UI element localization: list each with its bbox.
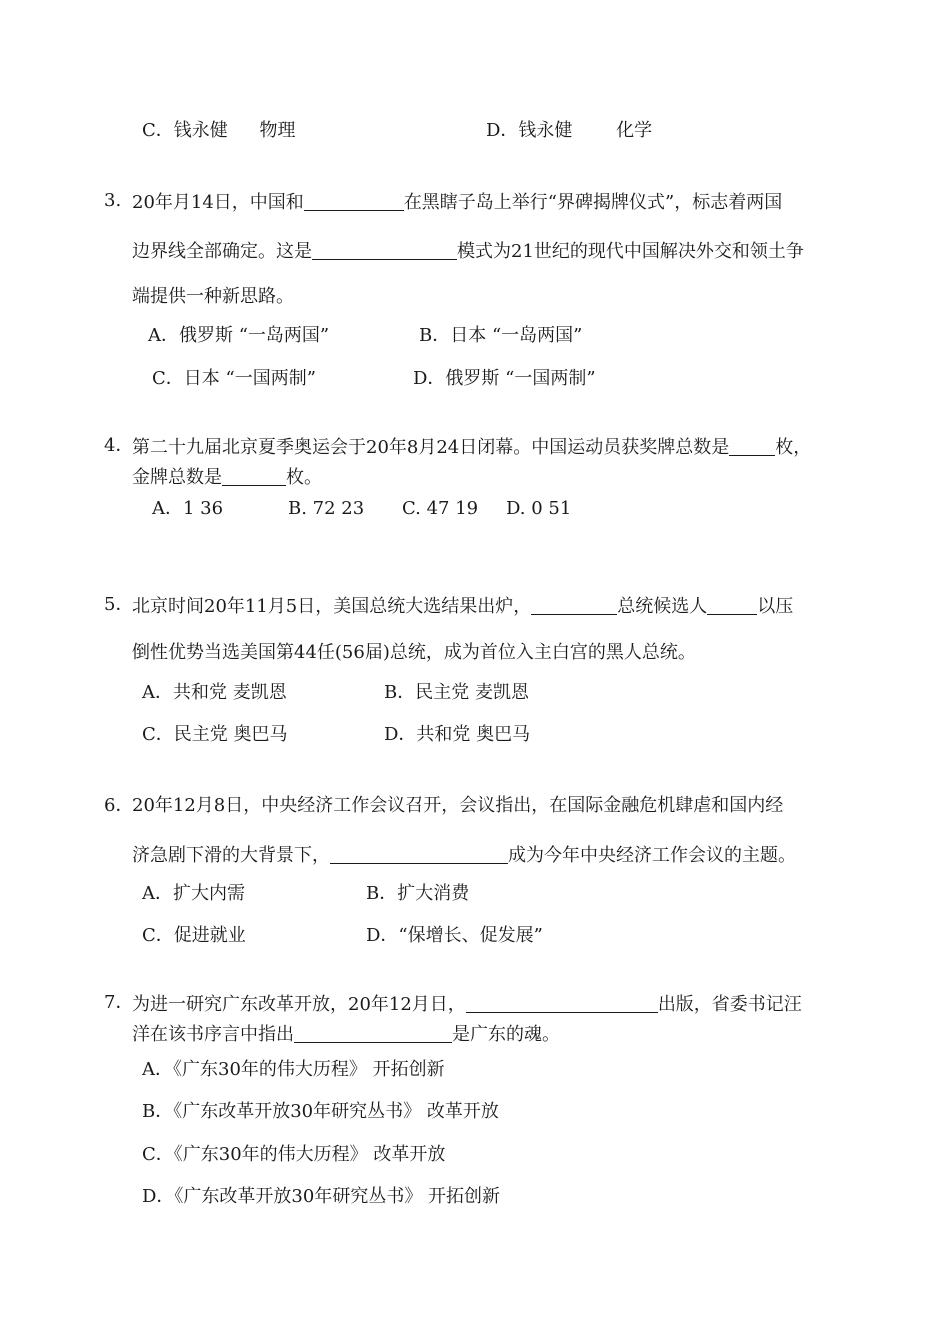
question-3-option-a: A．俄罗斯 “一岛两国” xyxy=(148,325,330,346)
question-6-option-a: A．扩大内需 xyxy=(142,883,245,904)
question-3-line-2 xyxy=(132,241,804,261)
question-5-text: 北京时间20年11月5日，美国总统大选结果出炉， xyxy=(132,596,532,617)
question-7-line-2 xyxy=(132,1024,560,1044)
question-7-number: 7． xyxy=(104,992,134,1013)
q2-option-d xyxy=(486,122,652,140)
question-5-option-b: B．民主党 麦凯恩 xyxy=(384,682,529,703)
q2-option-c xyxy=(142,122,296,140)
question-3-option-b: B．日本 “一岛两国” xyxy=(419,325,583,346)
question-7-option-a: A．《广东30年的伟大历程》 开拓创新 xyxy=(142,1059,445,1080)
q2-option-d-label: D．钱永健 xyxy=(486,120,573,141)
question-4-line-1 xyxy=(132,437,811,457)
question-4-text: 金牌总数是 xyxy=(132,467,222,488)
question-7-option-c: C．《广东30年的伟大历程》 改革开放 xyxy=(142,1144,446,1165)
question-3-number: 3. xyxy=(104,190,122,211)
question-7-text: 是广东的魂。 xyxy=(452,1024,560,1045)
question-4-text: 第二十九届北京夏季奥运会于20年8月24日闭幕。中国运动员获奖牌总数是 xyxy=(132,437,730,458)
question-3-line-1 xyxy=(132,192,782,212)
question-7-option-d: D．《广东改革开放30年研究丛书》 开拓创新 xyxy=(142,1186,501,1207)
question-5-option-c: C．民主党 奥巴马 xyxy=(142,724,288,745)
question-7-line-1 xyxy=(132,994,802,1014)
question-4-option-d: D. 0 51 xyxy=(506,498,572,519)
question-5-option-a: A．共和党 麦凯恩 xyxy=(142,682,287,703)
answer-blank[interactable] xyxy=(304,192,404,211)
answer-blank[interactable] xyxy=(330,845,508,864)
question-6-option-b: B．扩大消费 xyxy=(366,883,470,904)
question-7-option-b: B．《广东改革开放30年研究丛书》 改革开放 xyxy=(142,1101,499,1122)
question-4-text: 枚。 xyxy=(286,467,322,488)
question-7-text: 洋在该书序言中指出 xyxy=(132,1024,294,1045)
question-6-line-1: 20年12月8日，中央经济工作会议召开，会议指出，在国际金融危机肆虐和国内经 xyxy=(132,795,784,816)
question-3-option-d: D．俄罗斯 “一国两制” xyxy=(413,368,596,389)
question-5-line-1 xyxy=(132,596,793,616)
question-4-option-c: C. 47 19 xyxy=(402,498,479,519)
question-7-text: 出版，省委书记汪 xyxy=(657,994,802,1015)
answer-blank[interactable] xyxy=(466,994,658,1013)
question-6-option-c: C．促进就业 xyxy=(142,925,246,946)
question-3-option-c: C．日本 “一国两制” xyxy=(152,368,316,389)
q2-option-c-subject: 物理 xyxy=(259,120,296,141)
question-6-option-d: D．“保增长、促发展” xyxy=(366,925,543,946)
answer-blank[interactable] xyxy=(531,596,617,615)
question-4-text: 枚， xyxy=(775,437,812,458)
answer-blank[interactable] xyxy=(294,1024,452,1043)
question-6-line-2 xyxy=(132,845,796,865)
question-7-text: 为进一研究广东改革开放，20年12月日， xyxy=(132,994,466,1015)
question-4-number: 4． xyxy=(104,435,134,456)
question-5-number: 5． xyxy=(104,594,134,615)
question-4-option-a: A．1 36 xyxy=(152,498,224,519)
answer-blank[interactable] xyxy=(312,241,457,260)
question-3-text: 边界线全部确定。这是 xyxy=(132,241,312,262)
question-6-text: 济急剧下滑的大背景下， xyxy=(132,845,330,866)
question-6-text: 成为今年中央经济工作会议的主题。 xyxy=(508,845,796,866)
question-6-number: 6． xyxy=(104,795,134,816)
question-3-line-3: 端提供一种新思路。 xyxy=(132,286,294,307)
question-3-text: 在黑瞎子岛上举行“界碑揭牌仪式”，标志着两国 xyxy=(403,192,783,213)
question-4-option-b: B. 72 23 xyxy=(288,498,365,519)
question-3-text: 模式为21世纪的现代中国解决外交和领土争 xyxy=(457,241,804,262)
answer-blank[interactable] xyxy=(729,437,775,456)
answer-blank[interactable] xyxy=(707,596,757,615)
question-3-text: 20年月14日，中国和 xyxy=(132,192,304,213)
answer-blank[interactable] xyxy=(222,467,286,486)
question-5-text: 以压 xyxy=(757,596,794,617)
question-5-line-2: 倒性优势当选美国第44任(56届)总统，成为首位入主白宫的黑人总统。 xyxy=(132,642,696,663)
question-5-option-d: D．共和党 奥巴马 xyxy=(384,724,531,745)
question-4-line-2 xyxy=(132,467,322,487)
q2-option-d-subject: 化学 xyxy=(616,120,653,141)
q2-option-c-label: C．钱永健 xyxy=(142,120,228,141)
question-5-text: 总统候选人 xyxy=(617,596,708,617)
